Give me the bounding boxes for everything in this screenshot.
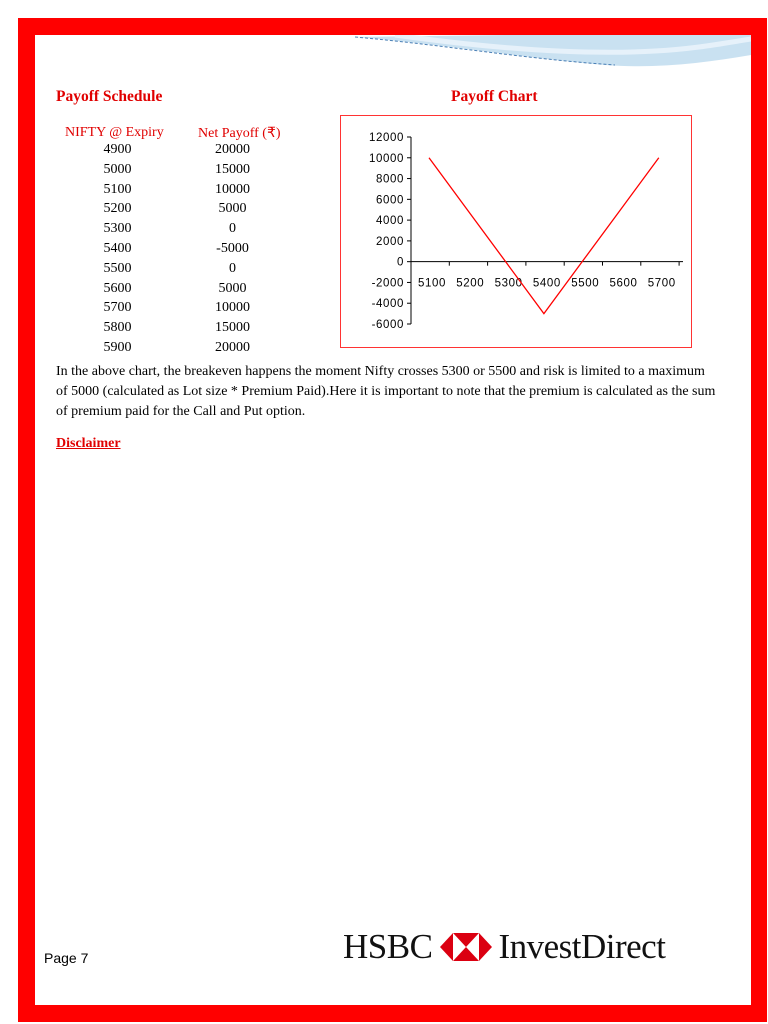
y-tick-label: 2000 (376, 235, 404, 248)
table-row (65, 261, 305, 281)
payoff-value: 20000 (215, 142, 250, 157)
nifty-value: 5100 (103, 181, 132, 197)
y-tick-label: 4000 (376, 215, 404, 228)
table-row (65, 201, 305, 221)
table-row (65, 300, 305, 320)
nifty-value: 4900 (103, 142, 132, 157)
nifty-value: 5400 (103, 240, 132, 256)
payoff-chart (340, 115, 692, 348)
nifty-value: 5300 (103, 221, 132, 237)
net-payoff-column-header: Net Payoff (₹) (198, 126, 281, 141)
x-tick-label: 5500 (571, 277, 600, 290)
x-tick-label: 5700 (647, 277, 676, 290)
explanation-paragraph: In the above chart, the breakeven happens the moment Nifty crosses 5300 or 5500 and risk is limited to a maximum of 5000 (calculated as Lot size * Premium Paid).Here it is important to note that the premium is calculated as the sum of premium paid for the Call and Put option. (56, 364, 716, 419)
payoff-value: 15000 (215, 320, 250, 336)
brand-investdirect-text: InvestDirect (498, 927, 666, 966)
payoff-value: 10000 (215, 300, 250, 316)
payoff-value: 0 (229, 221, 236, 237)
y-tick-label: 8000 (376, 173, 404, 186)
x-tick-label: 5100 (418, 277, 446, 290)
table-row (65, 162, 305, 182)
nifty-value: 5700 (103, 300, 132, 316)
x-tick-label: 5600 (609, 277, 638, 290)
payoff-schedule-table (65, 142, 305, 360)
y-tick-label: -4000 (371, 298, 404, 311)
disclaimer-link[interactable]: Disclaimer (56, 436, 121, 451)
page-edge-notch (734, 918, 750, 972)
page-number: Page 7 (44, 950, 89, 966)
table-row (65, 221, 305, 241)
nifty-value: 5800 (103, 320, 132, 336)
brand-hsbc-text: HSBC (343, 927, 433, 966)
payoff-value: 5000 (218, 201, 247, 217)
nifty-value: 5900 (103, 339, 132, 355)
payoff-value: 20000 (215, 339, 250, 355)
table-row (65, 182, 305, 202)
x-tick-label: 5200 (456, 277, 485, 290)
payoff-chart-svg (341, 116, 691, 347)
y-tick-label: 10000 (369, 152, 404, 165)
nifty-value: 5600 (103, 280, 132, 296)
payoff-value: 10000 (215, 181, 250, 197)
y-tick-label: -6000 (371, 319, 404, 331)
payoff-value: 0 (229, 260, 236, 276)
x-tick-label: 5300 (494, 277, 523, 290)
y-tick-label: 12000 (369, 132, 404, 144)
page-frame (18, 18, 767, 1022)
y-tick-label: 0 (397, 256, 404, 269)
y-tick-label: -2000 (371, 277, 404, 290)
payoff-series-line (429, 158, 659, 314)
header-swoosh (355, 35, 751, 69)
nifty-column-header: NIFTY @ Expiry (65, 125, 164, 140)
hsbc-investdirect-logo (343, 927, 665, 967)
table-row (65, 142, 305, 162)
payoff-value: -5000 (216, 240, 249, 256)
payoff-schedule-title: Payoff Schedule (56, 88, 163, 105)
payoff-value: 5000 (218, 280, 247, 296)
nifty-value: 5000 (103, 161, 132, 177)
table-row (65, 241, 305, 261)
nifty-value: 5200 (103, 201, 132, 217)
hsbc-hexagon-icon (440, 933, 492, 961)
y-tick-label: 6000 (376, 194, 404, 207)
table-row (65, 340, 305, 360)
table-row (65, 281, 305, 301)
payoff-value: 15000 (215, 161, 250, 177)
table-row (65, 320, 305, 340)
nifty-value: 5500 (103, 260, 132, 276)
x-tick-label: 5400 (532, 277, 561, 290)
payoff-chart-title: Payoff Chart (451, 88, 538, 105)
